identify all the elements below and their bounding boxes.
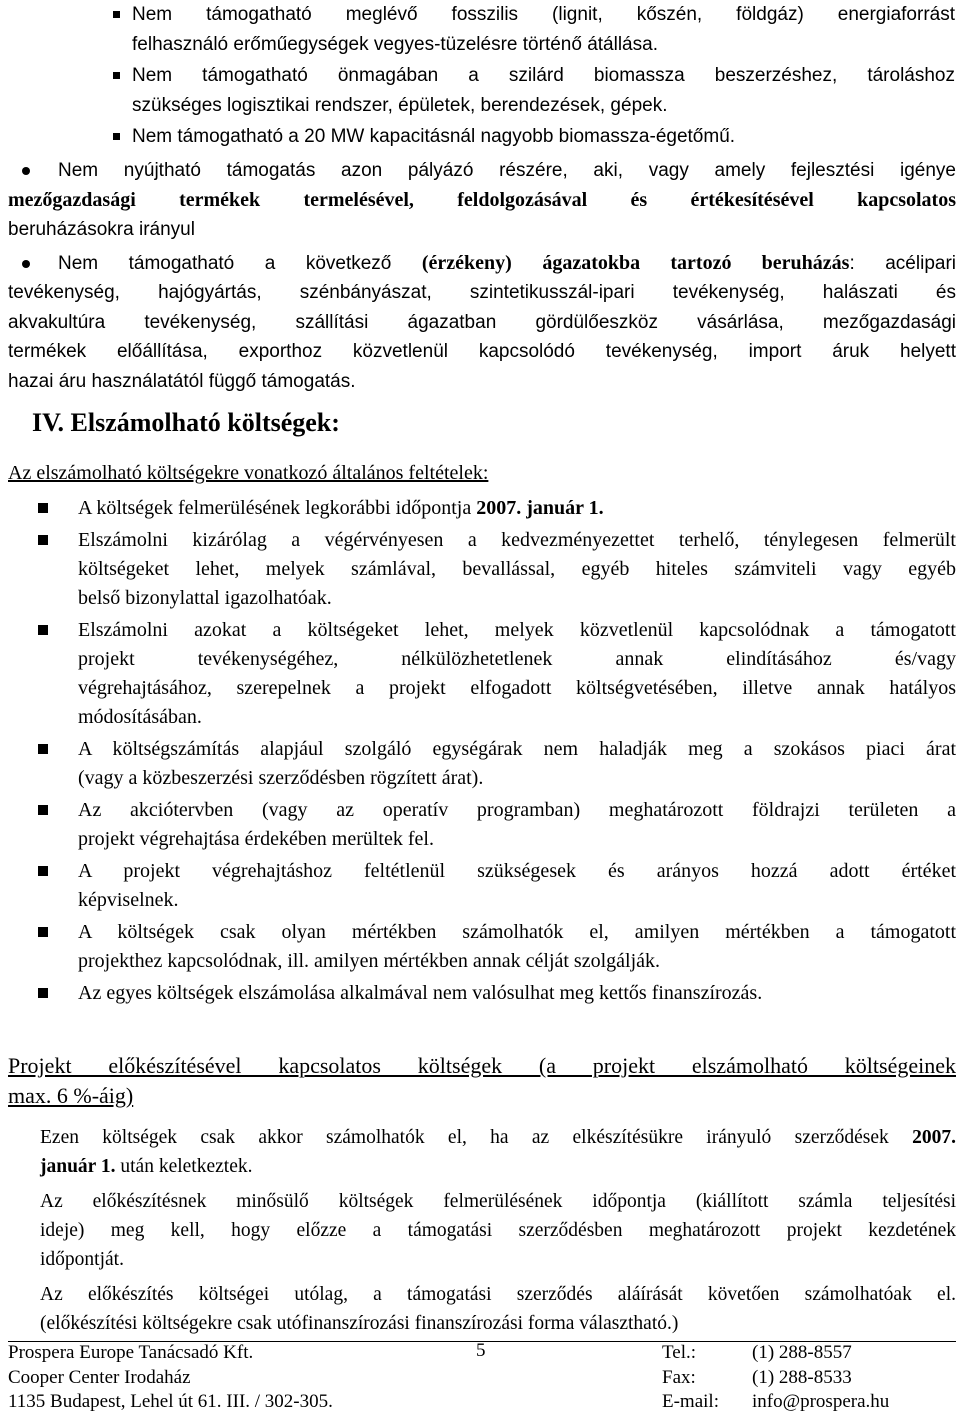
email-label: E-mail: (662, 1391, 719, 1412)
paragraph: Az előkészítésnek minősülő költségek felmerülésének időpontja (kiállított számla teljesítési ideje) meg kell, hogy előzze a támogatási szerződésben meghatározott projekt kezdetének időpontját. (40, 1191, 956, 1270)
square-bullet-icon (113, 133, 120, 140)
list-item: Nem nyújtható támogatás azon pályázó részére, aki, vagy amely fejlesztési igénye mezőgazdasági termékek termelésével, feldolgozásával és értékesítésével kapcsolatos beruházásokra irányul (8, 160, 956, 240)
cost-conditions-list (38, 494, 956, 1011)
company-address: 1135 Budapest, Lehel út 61. III. / 302-305. (8, 1391, 333, 1412)
square-bullet-icon (113, 72, 120, 79)
office-name: Cooper Center Irodaház (8, 1366, 191, 1388)
list-item: A költségek felmerülésének legkorábbi időpontja 2007. január 1. (38, 494, 956, 523)
square-bullet-icon (38, 625, 48, 635)
square-bullet-icon (113, 11, 120, 18)
page-number: 5 (476, 1340, 486, 1361)
list-item: A projekt végrehajtáshoz feltétlenül szükségesek és arányos hozzá adott értéket képviselnek. (38, 857, 956, 915)
square-bullet-icon (38, 805, 48, 815)
round-bullet-icon (22, 167, 30, 175)
footer-contact-labels (662, 1341, 719, 1415)
tel-label: Tel.: (662, 1342, 697, 1363)
square-bullet-icon (38, 535, 48, 545)
square-bullet-icon (38, 503, 48, 513)
paragraph: Ezen költségek csak akkor számolhatók el, ha az elkészítésükre irányuló szerződések 2007. január 1. után keletkeztek. (40, 1127, 956, 1177)
general-conditions-heading: Az elszámolható költségekre vonatkozó általános feltételek: (8, 462, 489, 484)
square-bullet-icon (38, 744, 48, 754)
exclusion-list (8, 156, 956, 396)
fax-label: Fax: (662, 1366, 696, 1388)
list-item: Az egyes költségek elszámolása alkalmával nem valósulhat meg kettős finanszírozás. (38, 979, 956, 1008)
footer-company-block (8, 1341, 333, 1415)
list-item: Nem támogatható meglévő fosszilis (lignit, kőszén, földgáz) energiaforrást felhasználó erőműegységek vegyes-tüzelésre történő átállása. (110, 0, 955, 59)
list-item: Elszámolni azokat a költségeket lehet, melyek közvetlenül kapcsolódnak a támogatott projekt tevékenységéhez, nélkülözhetetlenek annak elindításához és/vagy végrehajtásához, szerepelnek a projekt elfogadott költségvetésében, illetve annak hatályos módosításában. (38, 616, 956, 732)
fax-value: (1) 288-8533 (752, 1366, 852, 1388)
paragraph: Az előkészítés költségei utólag, a támogatási szerződés aláírását követően számolhatóak el. (előkészítési költségekre csak utófinanszírozási finanszírozási forma választható.) (40, 1284, 956, 1334)
round-bullet-icon (22, 260, 30, 268)
list-item: Nem támogatható önmagában a szilárd biomassza beszerzéshez, tároláshoz szükséges logisztikai rendszer, épületek, berendezések, gépek. (110, 61, 955, 120)
square-bullet-icon (38, 988, 48, 998)
preparation-costs-heading: Projekt előkészítésével kapcsolatos költségek (a projekt elszámolható költségeinek max. 6 %-áig) (8, 1053, 956, 1108)
list-item: Elszámolni kizárólag a végérvényesen a kedvezményezettet terhelő, ténylegesen felmerült költségeket lehet, melyek számlával, bevallással, egyéb hiteles számviteli vagy egyéb belső bizonylattal igazolhatóak. (38, 526, 956, 613)
page-footer (8, 1341, 956, 1415)
restriction-list (110, 0, 955, 152)
square-bullet-icon (38, 927, 48, 937)
list-item: Nem támogatható a 20 MW kapacitásnál nagyobb biomassza-égetőmű. (110, 122, 955, 152)
list-item: Az akciótervben (vagy az operatív programban) meghatározott földrajzi területen a projekt végrehajtása érdekében merültek fel. (38, 796, 956, 854)
company-name: Prospera Europe Tanácsadó Kft. (8, 1342, 254, 1363)
tel-value: (1) 288-8557 (752, 1342, 852, 1363)
list-item: A költségszámítás alapjául szolgáló egységárak nem haladják meg a szokásos piaci árat (vagy a közbeszerzési szerződésben rögzített árat). (38, 735, 956, 793)
section-title: IV. Elszámolható költségek: (32, 408, 340, 437)
footer-contact-values (752, 1341, 889, 1415)
email-link[interactable]: info@prospera.hu (752, 1391, 890, 1412)
preparation-costs-body (40, 1123, 956, 1344)
list-item: A költségek csak olyan mértékben számolhatók el, amilyen mértékben a támogatott projekthez kapcsolódnak, ill. amilyen mértékben annak célját szolgálják. (38, 918, 956, 976)
square-bullet-icon (38, 866, 48, 876)
list-item: Nem támogatható a következő (érzékeny) ágazatokba tartozó beruházás: acélipari tevékenység, hajógyártás, szénbányászat, szintetikusszál-ipari tevékenység, halászati és akvakultúra tevékenység, szállítási ágazatban gördülőeszköz vásárlása, mezőgazdasági termékek előállítása, exporthoz közvetlenül kapcsolódó tevékenység, import áruk helyett hazai áru használatától függő támogatás. (8, 251, 956, 392)
